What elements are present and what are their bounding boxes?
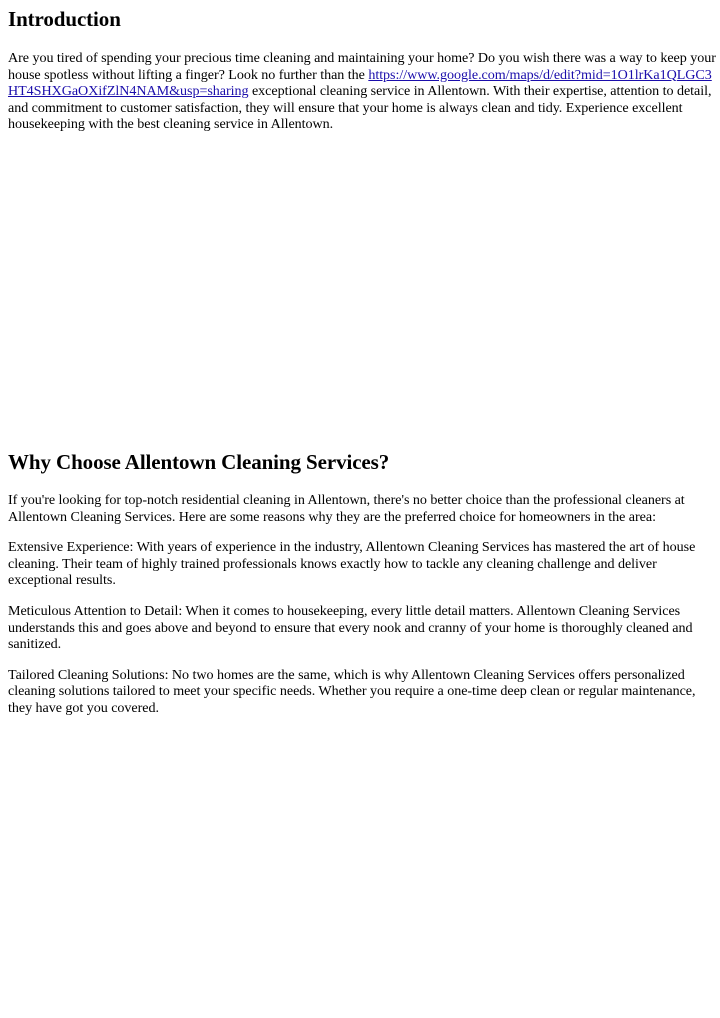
tailored-solutions-paragraph: Tailored Cleaning Solutions: No two homes are the same, which is why Allentown Cleaning Services offers personalized cleaning solutions tailored to meet your specific needs. Whether you require a one-time deep clean or regular maintenance, they have got you covered. <box>8 666 696 716</box>
intro-text-after-link: exceptional cleaning service in Allentown. With their expertise, attention to detail, and commitment to customer satisfaction, they will ensure that your home is always clean and tidy. Experience excellent housekeeping with the best cleaning service in Allentown. <box>8 83 712 133</box>
why-intro-paragraph: If you're looking for top-notch residential cleaning in Allentown, there's no better choice than the professional cleaners at Allentown Cleaning Services. Here are some reasons why they are the preferred choice for homeowners in the area: <box>8 492 685 525</box>
introduction-paragraph <box>8 50 716 133</box>
attention-to-detail-paragraph: Meticulous Attention to Detail: When it comes to housekeeping, every little detail matters. Allentown Cleaning Services understands this and goes above and beyond to ensure that every nook and cranny of your home is thoroughly cleaned and sanitized. <box>8 602 693 653</box>
intro-text-before-link: Are you tired of spending your precious time cleaning and maintaining your home? Do you wish there was a way to keep your house spotless without lifting a finger? Look no further than the <box>8 50 716 83</box>
why-choose-section <box>8 449 716 731</box>
extensive-experience-paragraph: Extensive Experience: With years of experience in the industry, Allentown Cleaning Services has mastered the art of house cleaning. Their team of highly trained professionals knows exactly how to tackle any cleaning challenge and deliver exceptional results. <box>8 539 696 589</box>
introduction-section <box>8 6 716 147</box>
google-maps-link[interactable]: https://www.google.com/maps/d/edit?mid=1O1lrKa1QLGC3HT4SHXGaOXifZlN4NAM&usp=sharing <box>8 66 712 100</box>
why-choose-heading: Why Choose Allentown Cleaning Services? <box>8 450 390 474</box>
introduction-heading: Introduction <box>8 7 121 31</box>
